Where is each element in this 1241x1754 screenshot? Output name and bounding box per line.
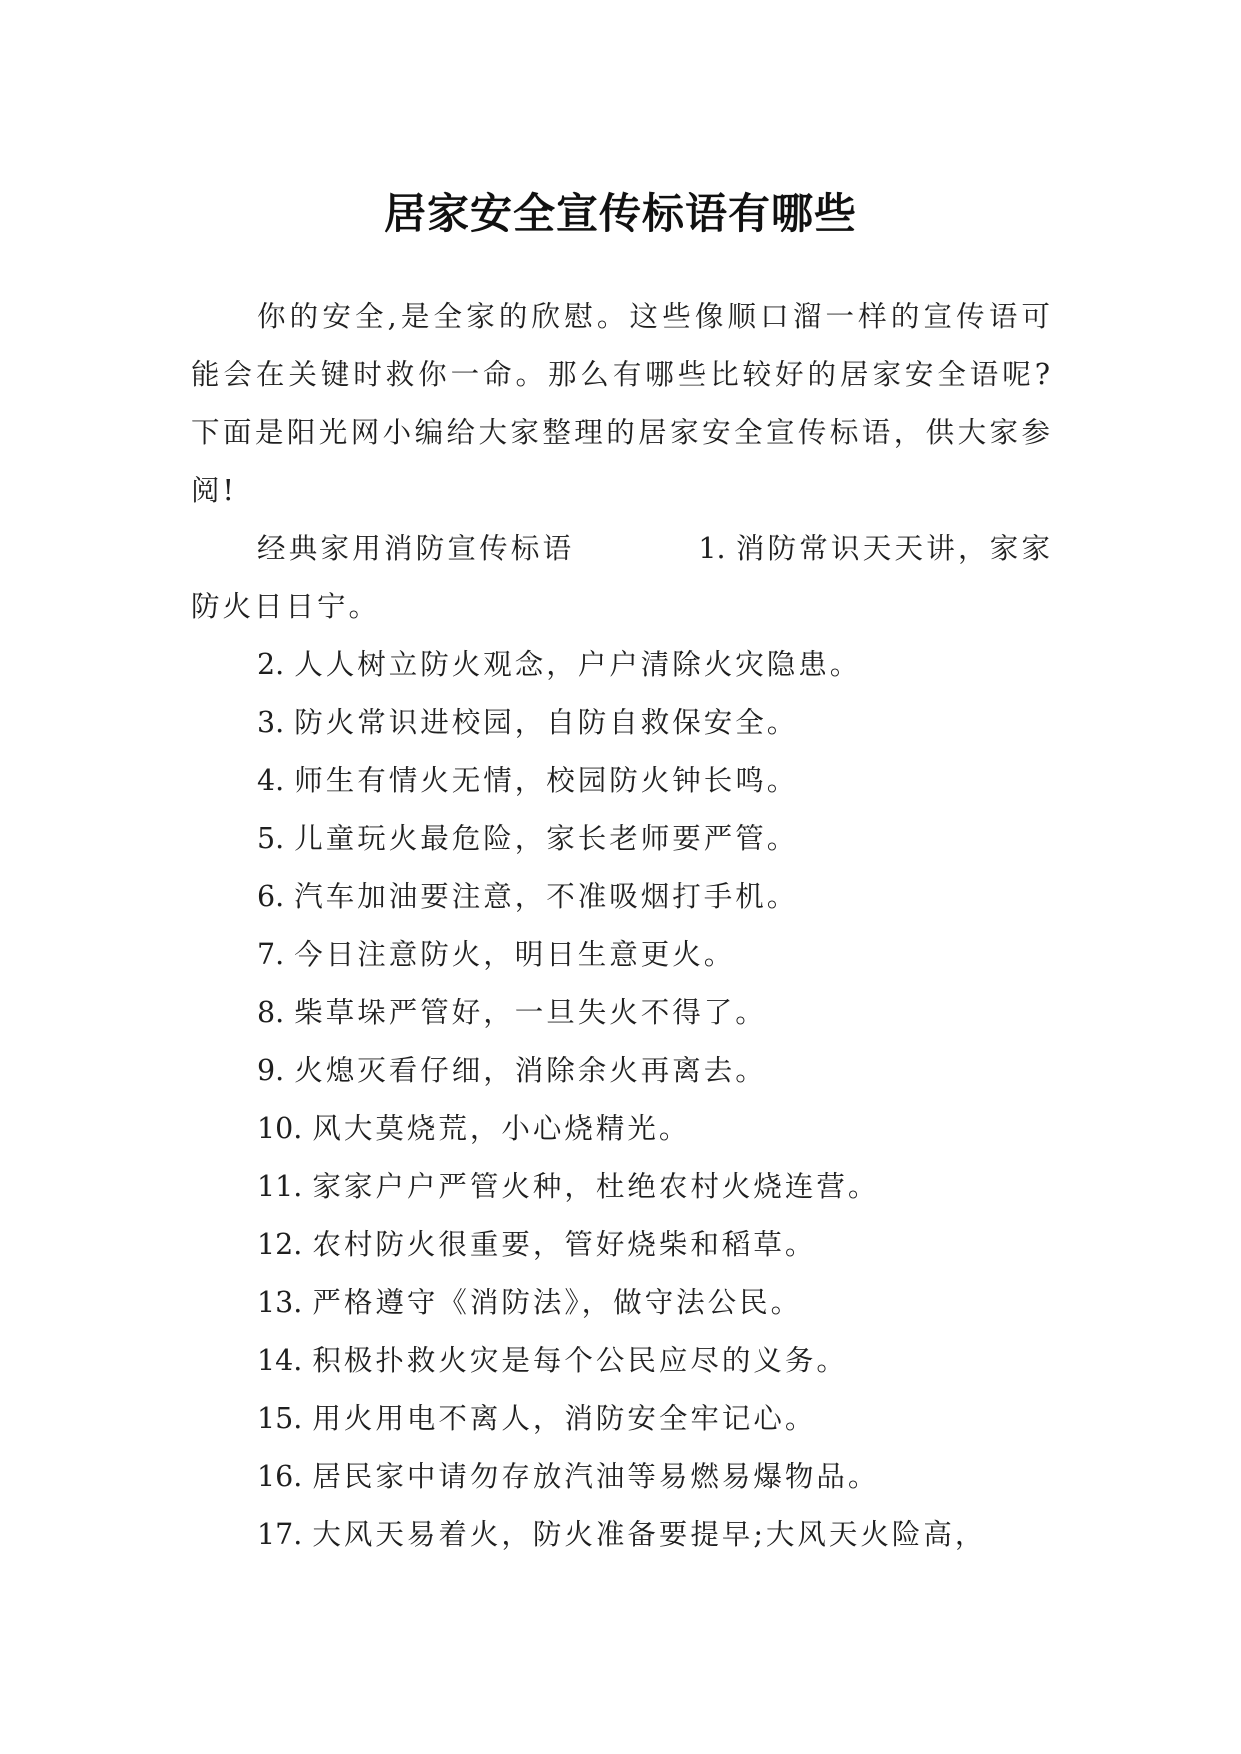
list-item <box>191 1506 1053 1564</box>
item-text: 用火用电不离人，消防安全牢记心。 <box>312 1402 817 1435</box>
item-number: 6. <box>257 880 285 913</box>
item-number: 2. <box>257 648 285 681</box>
item-number: 9. <box>257 1054 285 1087</box>
list-item <box>191 1042 1053 1100</box>
list-item <box>191 1332 1053 1390</box>
item-number: 16. <box>257 1460 303 1493</box>
list-item <box>191 694 1053 752</box>
item-text: 汽车加油要注意，不准吸烟打手机。 <box>294 880 799 913</box>
item-text: 儿童玩火最危险，家长老师要严管。 <box>294 822 799 855</box>
item-text: 防火常识进校园，自防自救保安全。 <box>294 706 799 739</box>
list-item <box>191 1274 1053 1332</box>
item-text: 人人树立防火观念，户户清除火灾隐患。 <box>294 648 862 681</box>
page-title: 居家安全宣传标语有哪些 <box>383 189 857 239</box>
list-item <box>191 1216 1053 1274</box>
item-number: 3. <box>257 706 285 739</box>
item-text: 农村防火很重要，管好烧柴和稻草。 <box>312 1228 817 1261</box>
list-item <box>191 1448 1053 1506</box>
section-paragraph <box>191 520 1053 636</box>
item-number: 7. <box>257 938 285 971</box>
item-number: 8. <box>257 996 285 1029</box>
item-text: 柴草垛严管好，一旦失火不得了。 <box>294 996 767 1029</box>
item-text: 大风天易着火，防火准备要提早;大风天火险高， <box>312 1518 987 1551</box>
item-number: 10. <box>257 1112 303 1145</box>
item-text: 消防常识天天讲，家家防火日日宁。 <box>191 532 1053 623</box>
list-item <box>191 868 1053 926</box>
item-number: 12. <box>257 1228 303 1261</box>
item-number: 11. <box>257 1170 303 1203</box>
list-item <box>191 1390 1053 1448</box>
item-text: 家家户户严管火种，杜绝农村火烧连营。 <box>312 1170 880 1203</box>
list-item <box>191 926 1053 984</box>
list-item <box>191 810 1053 868</box>
intro-paragraph: 你的安全,是全家的欣慰。这些像顺口溜一样的宣传语可能会在关键时救你一命。那么有哪些比较好的居家安全语呢?下面是阳光网小编给大家整理的居家安全宣传标语，供大家参阅! <box>191 300 1053 507</box>
list-item <box>191 1158 1053 1216</box>
item-number: 5. <box>257 822 285 855</box>
slogan-list <box>191 636 1053 1564</box>
item-text: 今日注意防火，明日生意更火。 <box>294 938 736 971</box>
document-body <box>191 288 1053 1564</box>
item-number: 13. <box>257 1286 303 1319</box>
list-item <box>191 752 1053 810</box>
item-number: 14. <box>257 1344 303 1377</box>
item-text: 师生有情火无情，校园防火钟长鸣。 <box>294 764 799 797</box>
item-number: 15. <box>257 1402 303 1435</box>
list-item <box>191 984 1053 1042</box>
item-text: 风大莫烧荒，小心烧精光。 <box>312 1112 691 1145</box>
list-item <box>191 636 1053 694</box>
list-item <box>191 1100 1053 1158</box>
item-text: 居民家中请勿存放汽油等易燃易爆物品。 <box>312 1460 880 1493</box>
item-number: 17. <box>257 1518 303 1551</box>
item-text: 严格遵守《消防法》，做守法公民。 <box>312 1286 803 1319</box>
section-heading: 经典家用消防宣传标语 <box>257 532 575 565</box>
item-number: 4. <box>257 764 285 797</box>
item-number: 1. <box>698 532 726 565</box>
item-text: 火熄灭看仔细，消除余火再离去。 <box>294 1054 767 1087</box>
item-text: 积极扑救火灾是每个公民应尽的义务。 <box>312 1344 848 1377</box>
